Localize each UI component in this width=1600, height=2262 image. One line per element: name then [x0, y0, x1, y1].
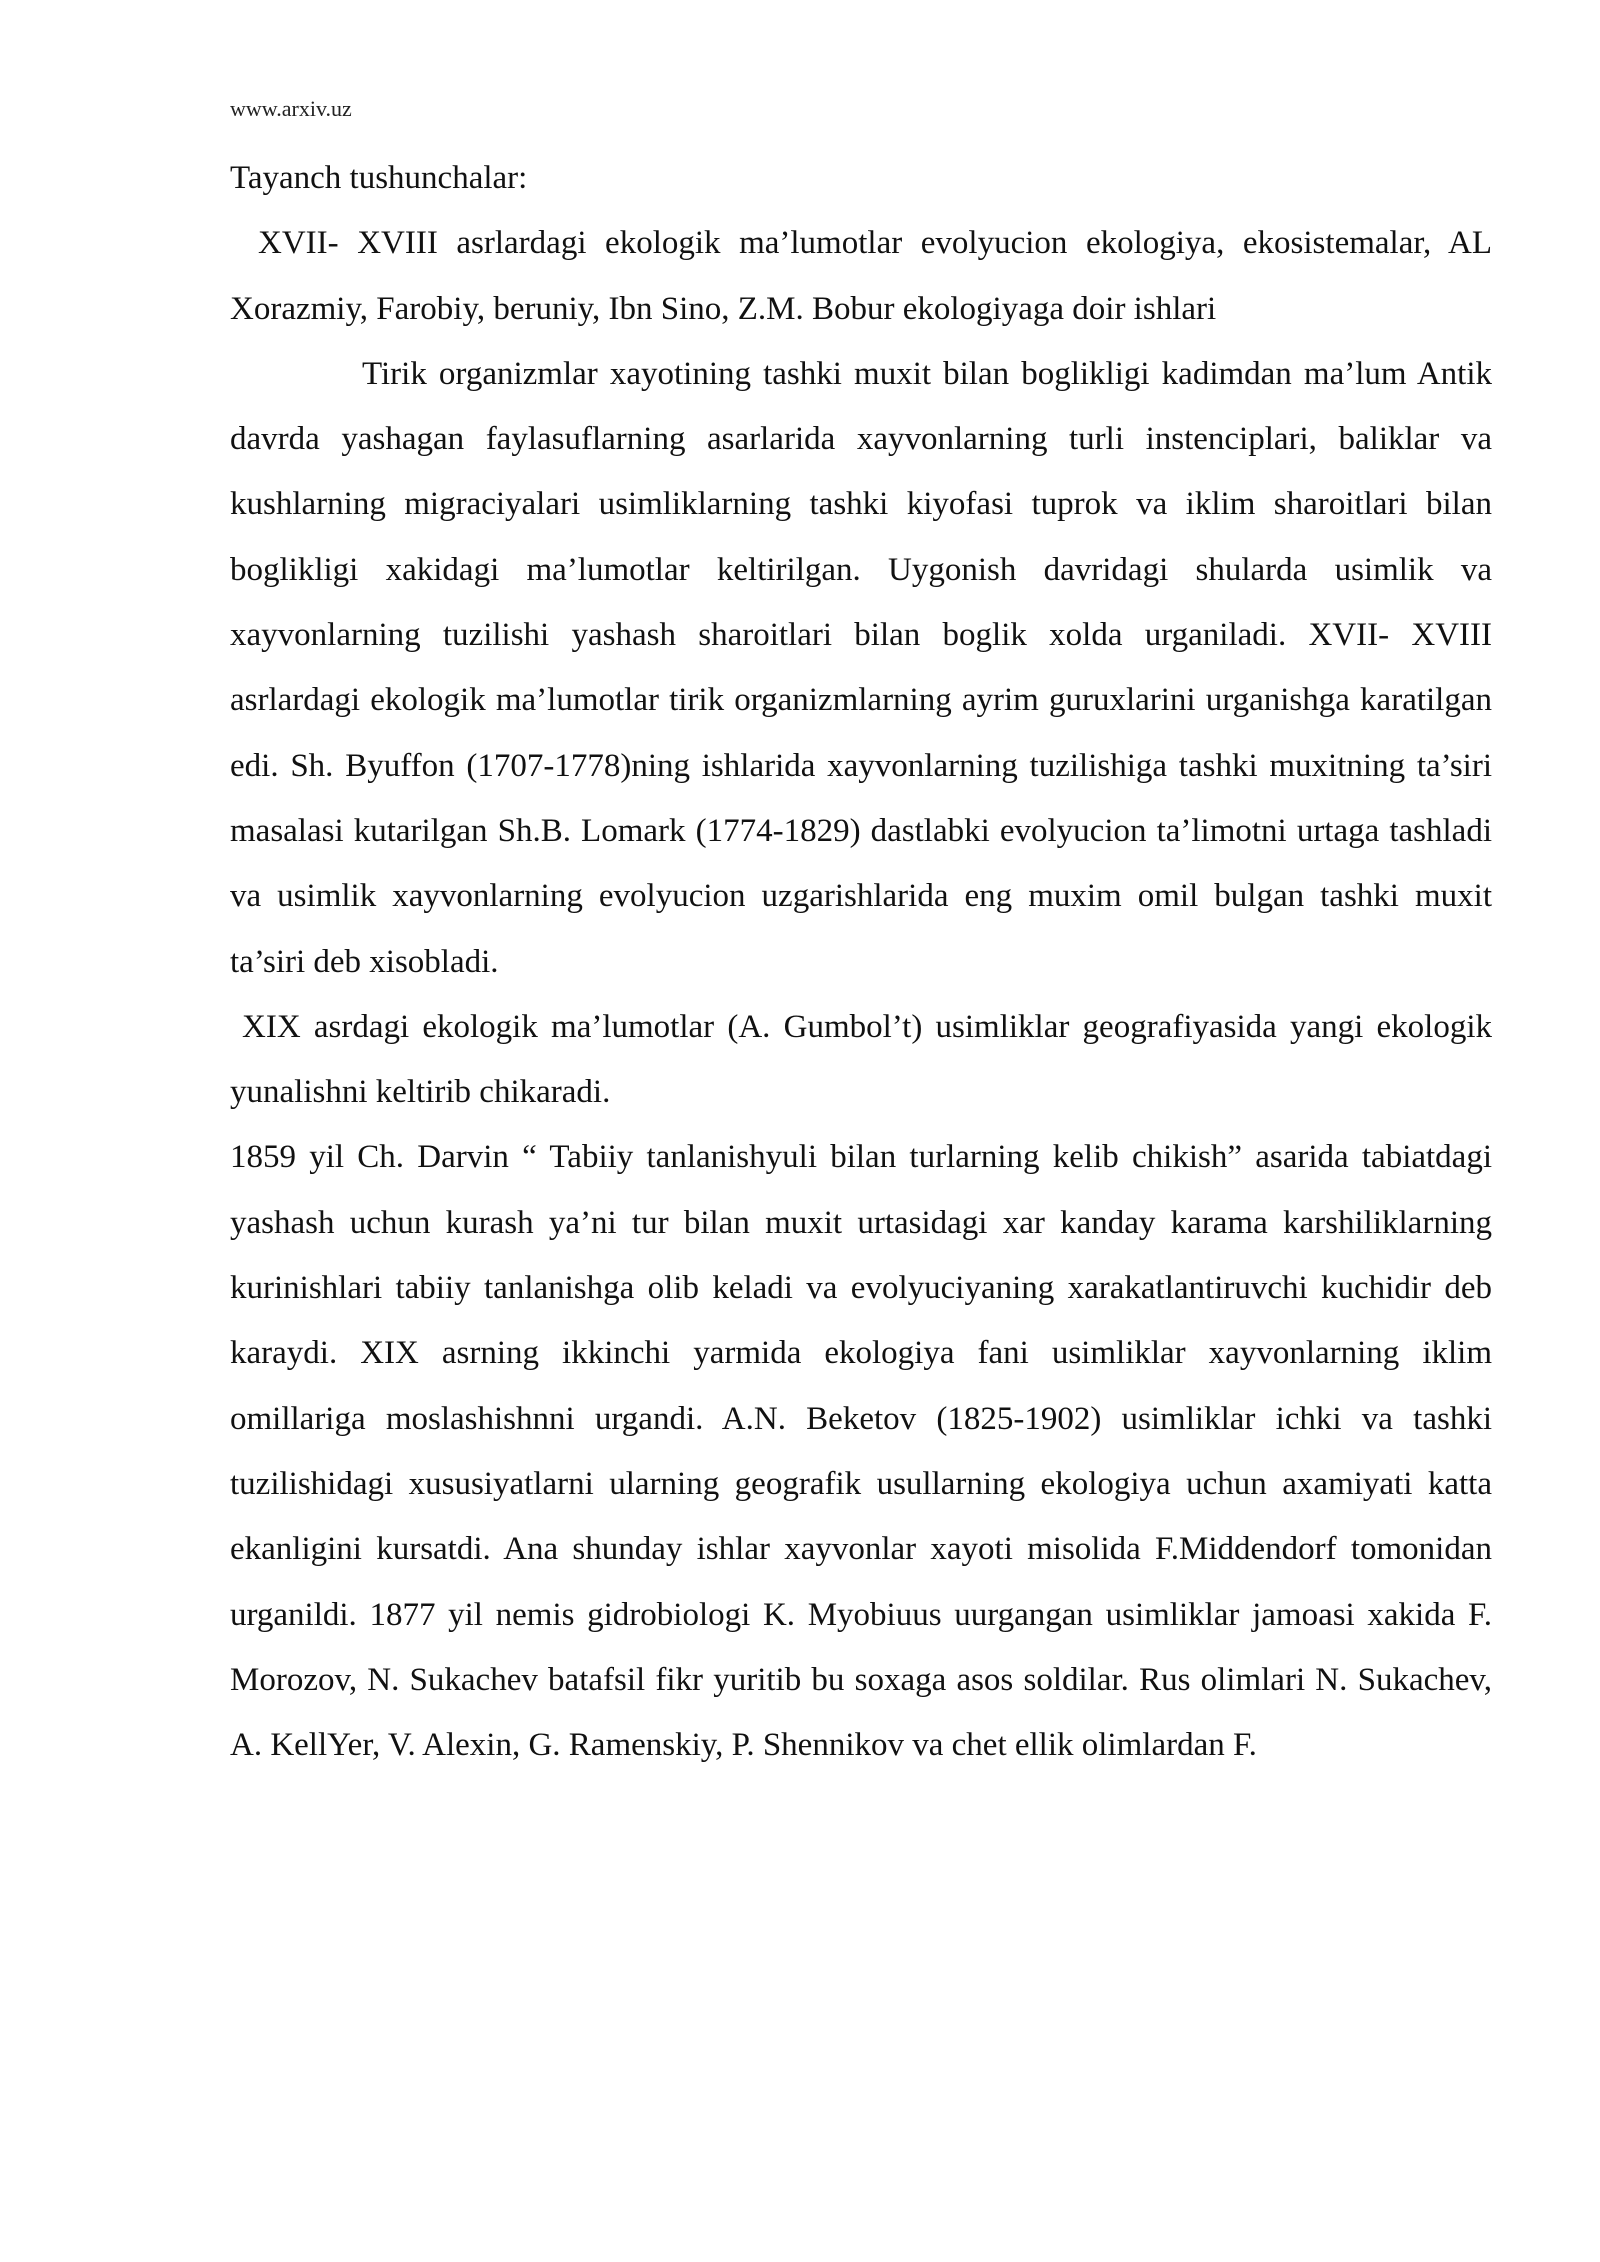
site-url-header: www.arxiv.uz	[230, 96, 352, 121]
paragraph-history: Tirik organizmlar xayotining tashki muxit bilan boglikligi kadimdan ma’lum Antik davrda yashagan faylasuflarning asarlarida xayvonlarning turli instenciplari, baliklar va kushlarning migraciyalari usimliklarning tashki kiyofasi tuprok va iklim sharoitlari bilan boglikligi xakidagi ma’lumotlar keltirilgan. Uygonish davridagi shularda usimlik va xayvonlarning tuzilishi yashash sharoitlari bilan boglik xolda urganiladi. XVII- XVIII asrlardagi ekologik ma’lumotlar tirik organizmlarning ayrim guruxlarini urganishga karatilgan edi. Sh. Byuffon (1707-1778)ning ishlarida xayvonlarning tuzilishiga tashki muxitning ta’siri masalasi kutarilgan Sh.B. Lomark (1774-1829) dastlabki evolyucion ta’limotni urtaga tashladi va usimlik xayvonlarning evolyucion uzgarishlarida eng muxim omil bulgan tashki muxit ta’siri deb xisobladi.	[230, 355, 1492, 980]
paragraph-19th-century: XIX asrdagi ekologik ma’lumotlar (A. Gumbol’t) usimliklar geografiyasida yangi ekologik yunalishni keltirib chikaradi.	[230, 1008, 1492, 1111]
paragraph-keywords: XVII- XVIII asrlardagi ekologik ma’lumotlar evolyucion ekologiya, ekosistemalar, AL Xorazmiy, Farobiy, beruniy, Ibn Sino, Z.M. Bobur ekologiyaga doir ishlari	[230, 225, 1492, 327]
paragraph-darwin: 1859 yil Ch. Darvin “ Tabiiy tanlanishyuli bilan turlarning kelib chikish” asarida tabiatdagi yashash uchun kurash ya’ni tur bilan muxit urtasidagi xar kanday karama karshiliklarning kurinishlari tabiiy tanlanishga olib keladi va evolyuciyaning xarakatlantiruvchi kuchidir deb karaydi. XIX asrning ikkinchi yarmida ekologiya fani usimliklar xayvonlarning iklim omillariga moslashishnni urgandi. A.N. Beketov (1825-1902) usimliklar ichki va tashki tuzilishidagi xususiyatlarni ularning geografik usullarning ekologiya uchun axamiyati katta ekanligini kursatdi. Ana shunday ishlar xayvonlar xayoti misolida F.Middendorf tomonidan urganildi. 1877 yil nemis gidrobiologi K. Myobiuus uurgangan usimliklar jamoasi xakida F. Morozov, N. Sukachev batafsil fikr yuritib bu soxaga asos soldilar. Rus olimlari N. Sukachev, A. KellYer, V. Alexin, G. Ramenskiy, P. Shennikov va chet ellik olimlardan F.	[230, 1139, 1492, 1764]
section-heading: Tayanch tushunchalar:	[230, 160, 528, 196]
document-body	[230, 146, 1492, 1778]
